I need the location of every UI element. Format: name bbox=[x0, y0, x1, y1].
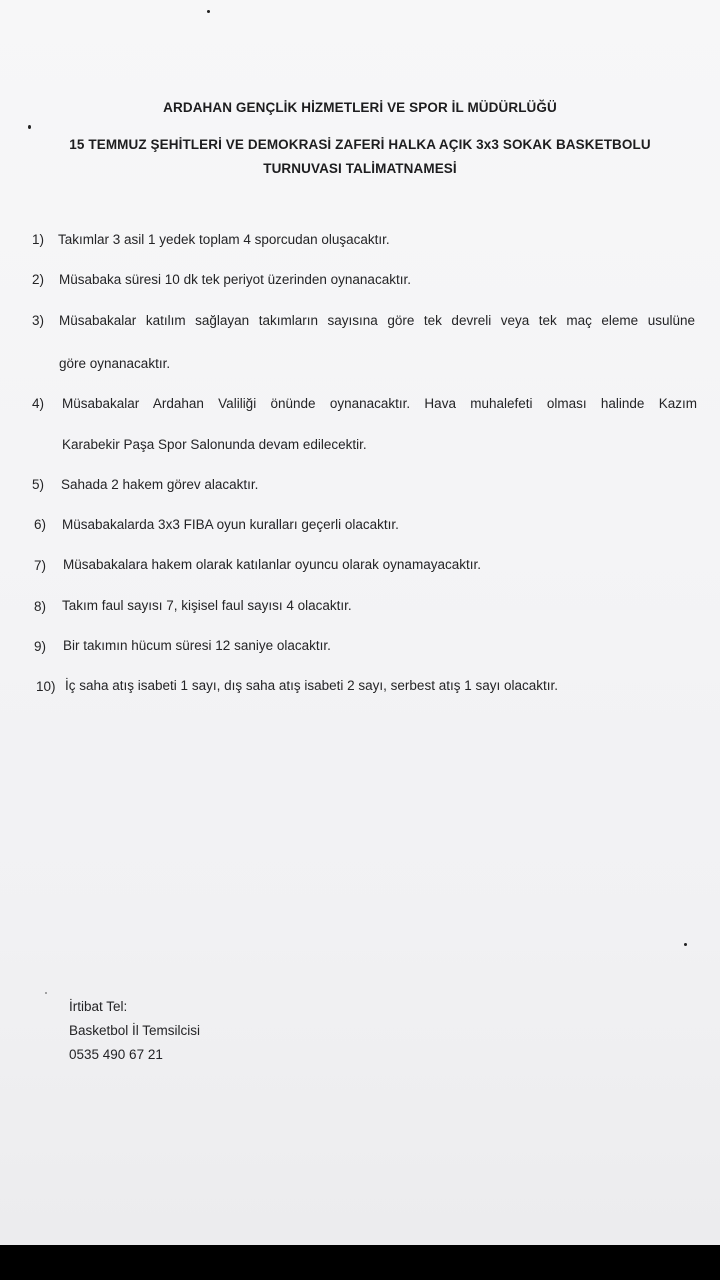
rule-number: 5) bbox=[32, 477, 45, 492]
contact-role: Basketbol İl Temsilcisi bbox=[69, 1023, 201, 1038]
rule-text: Müsabakalarda 3x3 FIBA oyun kuralları geçerli olacaktır. bbox=[62, 517, 399, 532]
rule-number: 10) bbox=[36, 679, 56, 694]
rule-text: Müsabaka süresi 10 dk tek periyot üzerinden oynanacaktır. bbox=[59, 272, 411, 287]
rule-text: Müsabakalar katılım sağlayan takımların sayısına göre tek devreli veya tek maç eleme usulüne bbox=[59, 313, 695, 328]
rule-number: 8) bbox=[34, 599, 47, 614]
document-title-event: 15 TEMMUZ ŞEHİTLERİ VE DEMOKRASİ ZAFERİ HALKA AÇIK 3x3 SOKAK BASKETBOLU bbox=[69, 137, 651, 152]
rule-number: 9) bbox=[34, 639, 47, 654]
rule-text: Sahada 2 hakem görev alacaktır. bbox=[61, 477, 259, 492]
rule-text: İç saha atış isabeti 1 sayı, dış saha atış isabeti 2 sayı, serbest atış 1 sayı olacaktır. bbox=[65, 678, 558, 693]
contact-block bbox=[69, 995, 200, 1067]
rule-number: 6) bbox=[34, 517, 47, 532]
rule-number: 4) bbox=[32, 396, 45, 411]
rule-number: 1) bbox=[32, 232, 45, 247]
scan-speck bbox=[684, 943, 687, 946]
rule-text: Bir takımın hücum süresi 12 saniye olacaktır. bbox=[63, 638, 331, 653]
document-title-regulation: TURNUVASI TALİMATNAMESİ bbox=[263, 161, 457, 176]
rule-text: Müsabakalara hakem olarak katılanlar oyuncu olarak oynamayacaktır. bbox=[63, 557, 481, 572]
contact-phone: 0535 490 67 21 bbox=[69, 1047, 163, 1062]
bottom-black-bar bbox=[0, 1245, 720, 1280]
rule-number: 7) bbox=[34, 558, 47, 573]
rule-text-continued: Karabekir Paşa Spor Salonunda devam edilecektir. bbox=[62, 437, 367, 452]
rule-text-continued: göre oynanacaktır. bbox=[59, 356, 171, 371]
scan-speck bbox=[45, 992, 47, 994]
document-title-institution: ARDAHAN GENÇLİK HİZMETLERİ VE SPOR İL MÜDÜRLÜĞÜ bbox=[163, 100, 557, 115]
rule-text: Takımlar 3 asil 1 yedek toplam 4 sporcudan oluşacaktır. bbox=[58, 232, 390, 247]
rule-number: 3) bbox=[32, 313, 45, 328]
rule-number: 2) bbox=[32, 272, 45, 287]
contact-label: İrtibat Tel: bbox=[69, 999, 128, 1014]
rule-text: Müsabakalar Ardahan Valiliği önünde oynanacaktır. Hava muhalefeti olması halinde Kazım bbox=[62, 396, 697, 411]
rule-text: Takım faul sayısı 7, kişisel faul sayısı 4 olacaktır. bbox=[62, 598, 352, 613]
